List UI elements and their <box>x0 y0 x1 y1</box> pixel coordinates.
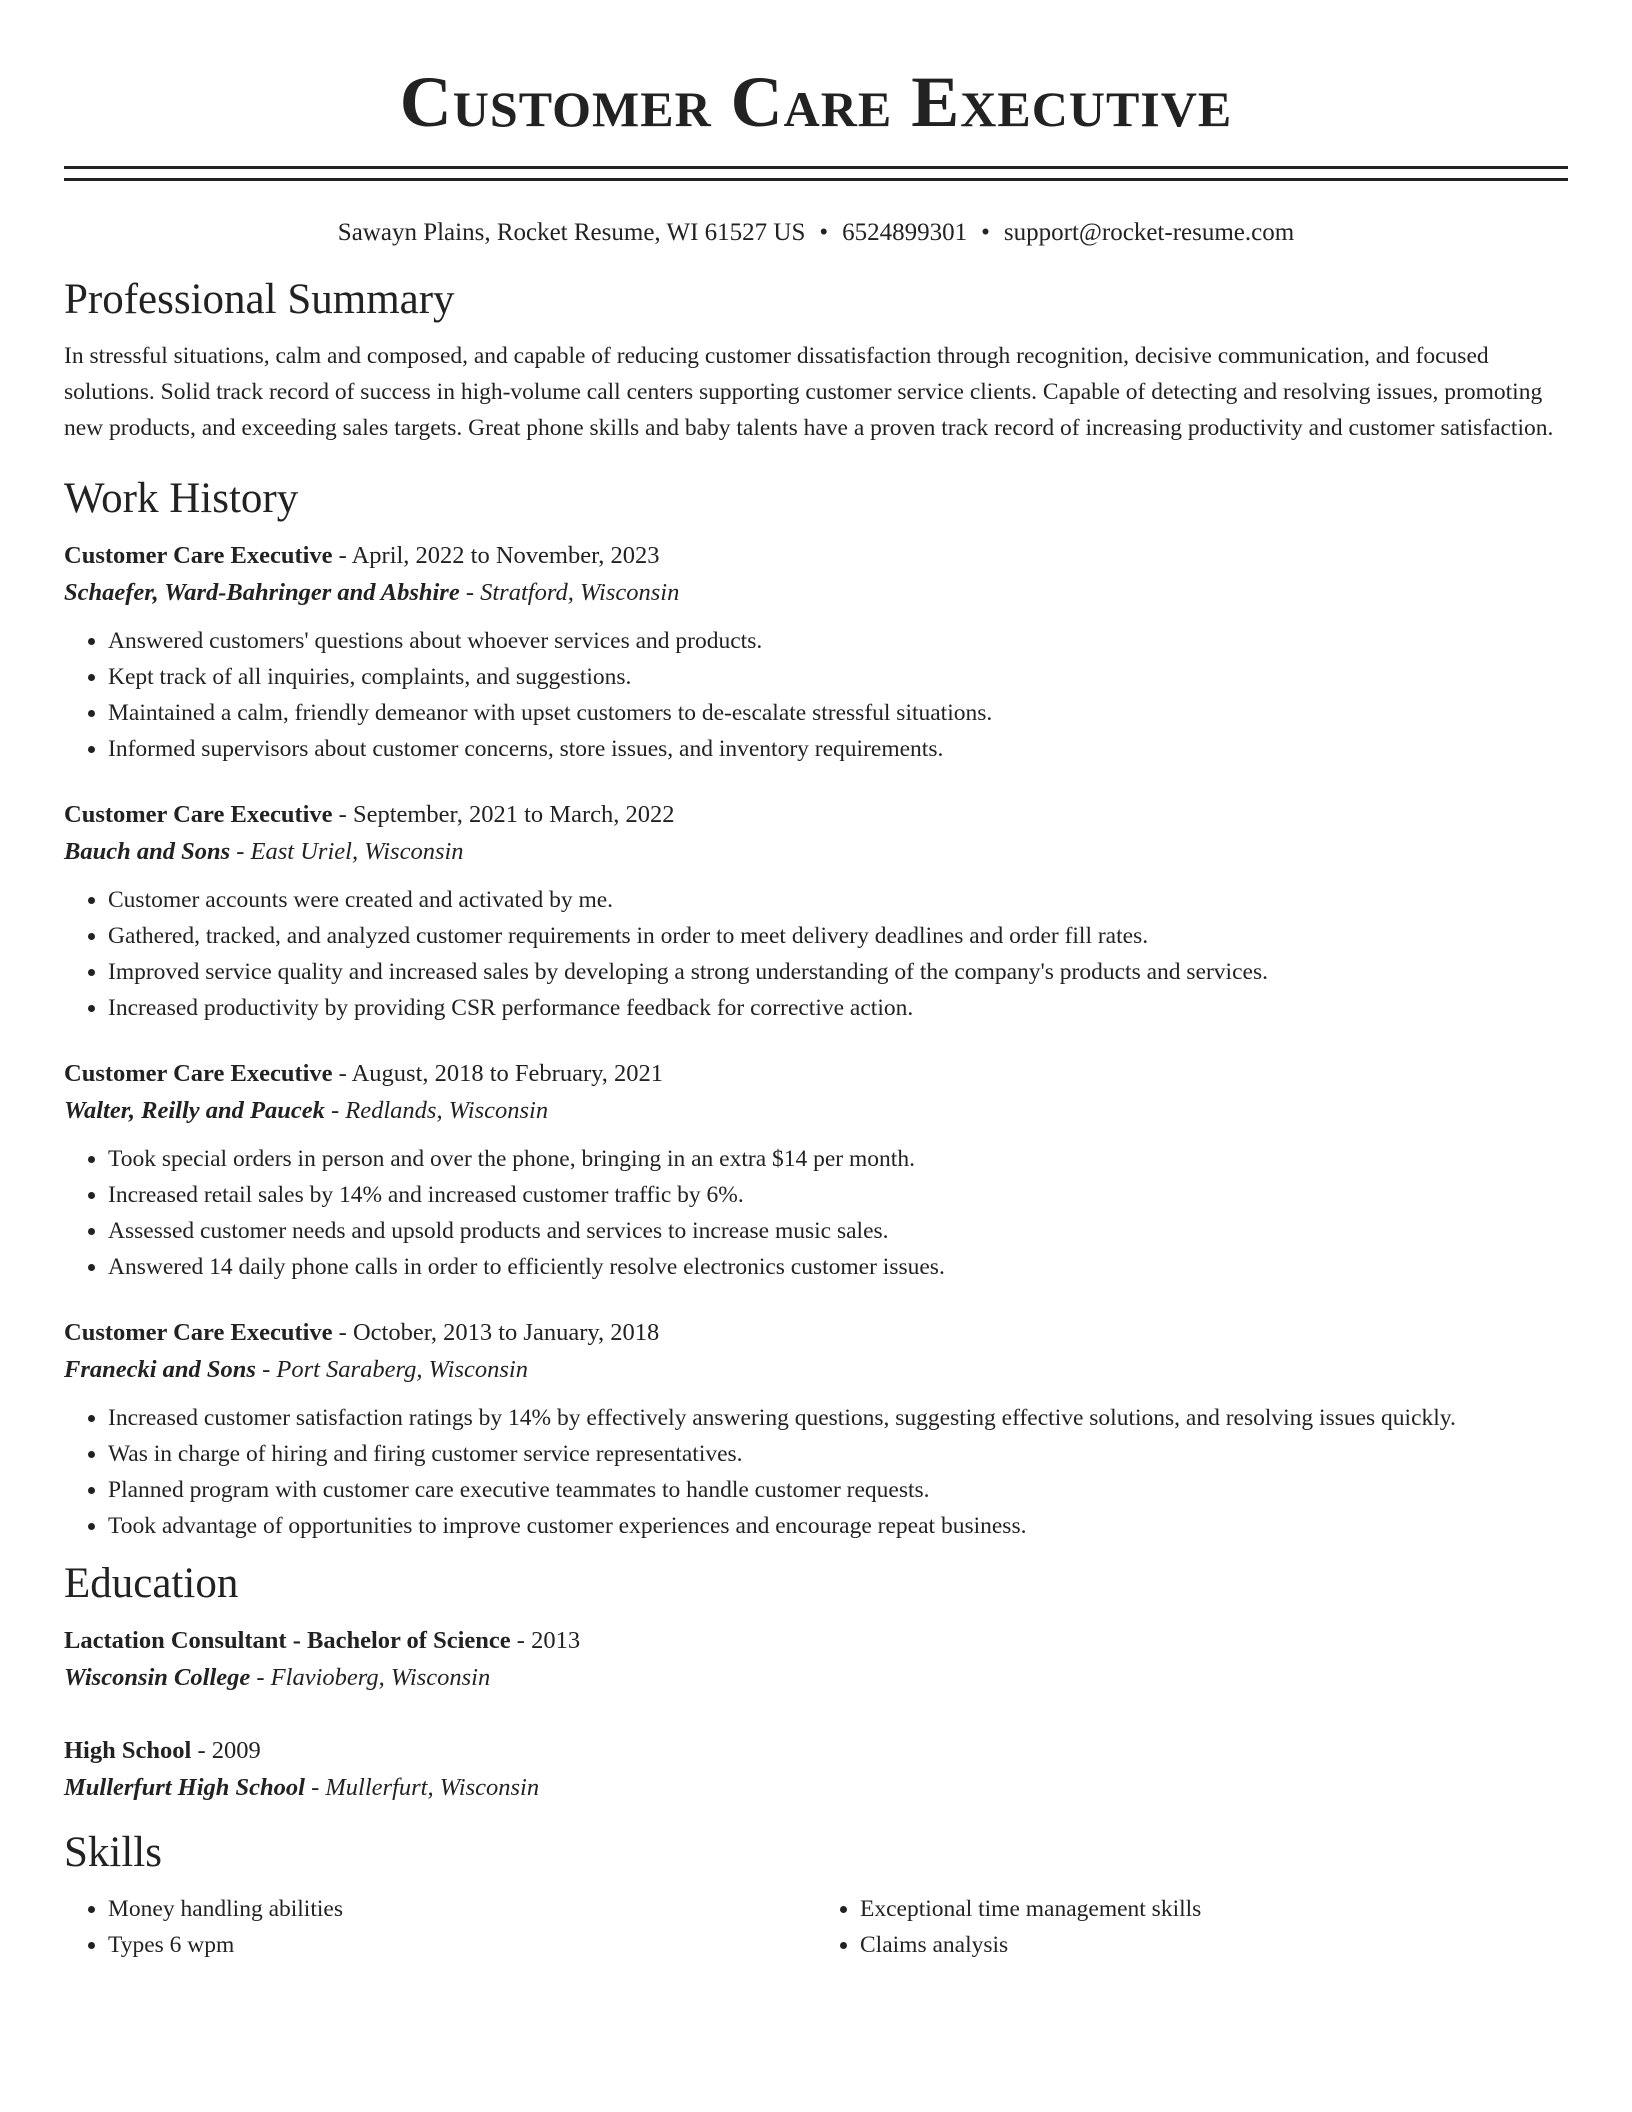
job-dates: - April, 2022 to November, 2023 <box>332 542 660 569</box>
job-bullet: • Gathered, tracked, and analyzed customer requirements in order to meet delivery deadlines and order fill rates. <box>108 918 1568 954</box>
summary-heading: Professional Summary <box>64 276 455 323</box>
job-entry <box>64 1056 1568 1285</box>
skill-item: • Claims analysis <box>860 1927 1568 1963</box>
job-bullet: • Increased productivity by providing CSR performance feedback for corrective action. <box>108 990 1568 1026</box>
job-header <box>64 797 1568 833</box>
job-bullet: • Informed supervisors about customer concerns, store issues, and inventory requirements. <box>108 731 1568 767</box>
job-bullet: • Increased customer satisfaction ratings by 14% by effectively answering questions, suggesting effective solutions, and resolving issues quickly. <box>108 1400 1568 1436</box>
job-bullet: • Was in charge of hiring and firing customer service representatives. <box>108 1436 1568 1472</box>
job-dates: - September, 2021 to March, 2022 <box>332 801 675 828</box>
contact-address: Sawayn Plains, Rocket Resume, WI 61527 US <box>337 219 806 246</box>
education-header <box>64 1733 1568 1769</box>
education-school: Mullerfurt High School <box>64 1774 305 1801</box>
contact-separator: • <box>981 219 990 246</box>
job-dates: - August, 2018 to February, 2021 <box>332 1060 664 1087</box>
education-heading: Education <box>64 1560 239 1607</box>
job-title: Customer Care Executive <box>64 1319 333 1346</box>
job-bullet: • Maintained a calm, friendly demeanor with upset customers to de-escalate stressful situations. <box>108 695 1568 731</box>
work-history-heading: Work History <box>64 475 299 522</box>
job-bullets <box>64 882 1568 1026</box>
job-title: Customer Care Executive <box>64 1060 333 1087</box>
skills-column-left <box>64 1891 816 1963</box>
job-bullet: • Assessed customer needs and upsold products and services to increase music sales. <box>108 1213 1568 1249</box>
job-company: Walter, Reilly and Paucek <box>64 1097 325 1124</box>
job-employer <box>64 1092 1568 1130</box>
education-location: - Flavioberg, Wisconsin <box>250 1664 491 1691</box>
job-bullets <box>64 1400 1568 1544</box>
job-header <box>64 1056 1568 1092</box>
contact-phone: 6524899301 <box>842 219 968 246</box>
education-degree: Lactation Consultant - Bachelor of Science <box>64 1627 511 1654</box>
education-institution <box>64 1769 1568 1807</box>
contact-line <box>64 216 1568 250</box>
job-bullet: • Customer accounts were created and activated by me. <box>108 882 1568 918</box>
skills-list <box>64 1891 1568 1963</box>
job-title: Customer Care Executive <box>64 542 333 569</box>
job-bullets <box>64 1141 1568 1285</box>
education-year: - 2013 <box>510 1627 581 1654</box>
job-bullet: • Planned program with customer care executive teammates to handle customer requests. <box>108 1472 1568 1508</box>
job-employer <box>64 833 1568 871</box>
job-location: - East Uriel, Wisconsin <box>230 838 464 865</box>
job-title: Customer Care Executive <box>64 801 333 828</box>
education-entry <box>64 1733 1568 1807</box>
skills-column-right <box>816 1891 1568 1963</box>
job-entry <box>64 797 1568 1026</box>
job-bullet: • Kept track of all inquiries, complaints, and suggestions. <box>108 659 1568 695</box>
resume-title: Customer Care Executive <box>399 62 1233 142</box>
summary-text: In stressful situations, calm and composed, and capable of reducing customer dissatisfaction through recognition, decisive communication, and focused solutions. Solid track record of success in high-volume call centers supporting customer service clients. Capable of detecting and resolving issues, promoting new products, and exceeding sales targets. Great phone skills and baby talents have a proven track record of increasing productivity and customer satisfaction. <box>64 343 1554 441</box>
job-entry <box>64 1315 1568 1544</box>
education-institution <box>64 1659 1568 1697</box>
resume-page <box>64 0 1568 1963</box>
job-bullet: • Answered 14 daily phone calls in order to efficiently resolve electronics customer issues. <box>108 1249 1568 1285</box>
education-entry <box>64 1623 1568 1697</box>
job-company: Bauch and Sons <box>64 838 231 865</box>
education-header <box>64 1623 1568 1659</box>
contact-email: support@rocket-resume.com <box>1003 219 1295 246</box>
job-company: Schaefer, Ward-Bahringer and Abshire <box>64 579 460 606</box>
job-location: - Redlands, Wisconsin <box>324 1097 549 1124</box>
job-entry <box>64 538 1568 767</box>
education-location: - Mullerfurt, Wisconsin <box>304 1774 540 1801</box>
job-header <box>64 538 1568 574</box>
job-company: Franecki and Sons <box>64 1356 256 1383</box>
education-year: - 2009 <box>191 1737 261 1764</box>
skills-heading: Skills <box>64 1829 162 1876</box>
job-employer <box>64 1351 1568 1389</box>
job-dates: - October, 2013 to January, 2018 <box>332 1319 660 1346</box>
title-divider <box>64 166 1568 181</box>
job-bullet: • Took special orders in person and over the phone, bringing in an extra $14 per month. <box>108 1141 1568 1177</box>
job-bullet: • Increased retail sales by 14% and increased customer traffic by 6%. <box>108 1177 1568 1213</box>
job-employer <box>64 574 1568 612</box>
job-bullet: • Improved service quality and increased sales by developing a strong understanding of the company's products and services. <box>108 954 1568 990</box>
job-location: - Port Saraberg, Wisconsin <box>255 1356 528 1383</box>
contact-separator: • <box>819 219 829 246</box>
job-header <box>64 1315 1568 1351</box>
skill-item: • Money handling abilities <box>108 1891 816 1927</box>
job-location: - Stratford, Wisconsin <box>459 579 680 606</box>
skill-item: • Exceptional time management skills <box>860 1891 1568 1927</box>
education-school: Wisconsin College <box>64 1664 251 1691</box>
job-bullet: • Answered customers' questions about whoever services and products. <box>108 623 1568 659</box>
education-degree: High School <box>64 1737 192 1764</box>
job-bullets <box>64 623 1568 767</box>
skill-item: • Types 6 wpm <box>108 1927 816 1963</box>
job-bullet: • Took advantage of opportunities to improve customer experiences and encourage repeat business. <box>108 1508 1568 1544</box>
